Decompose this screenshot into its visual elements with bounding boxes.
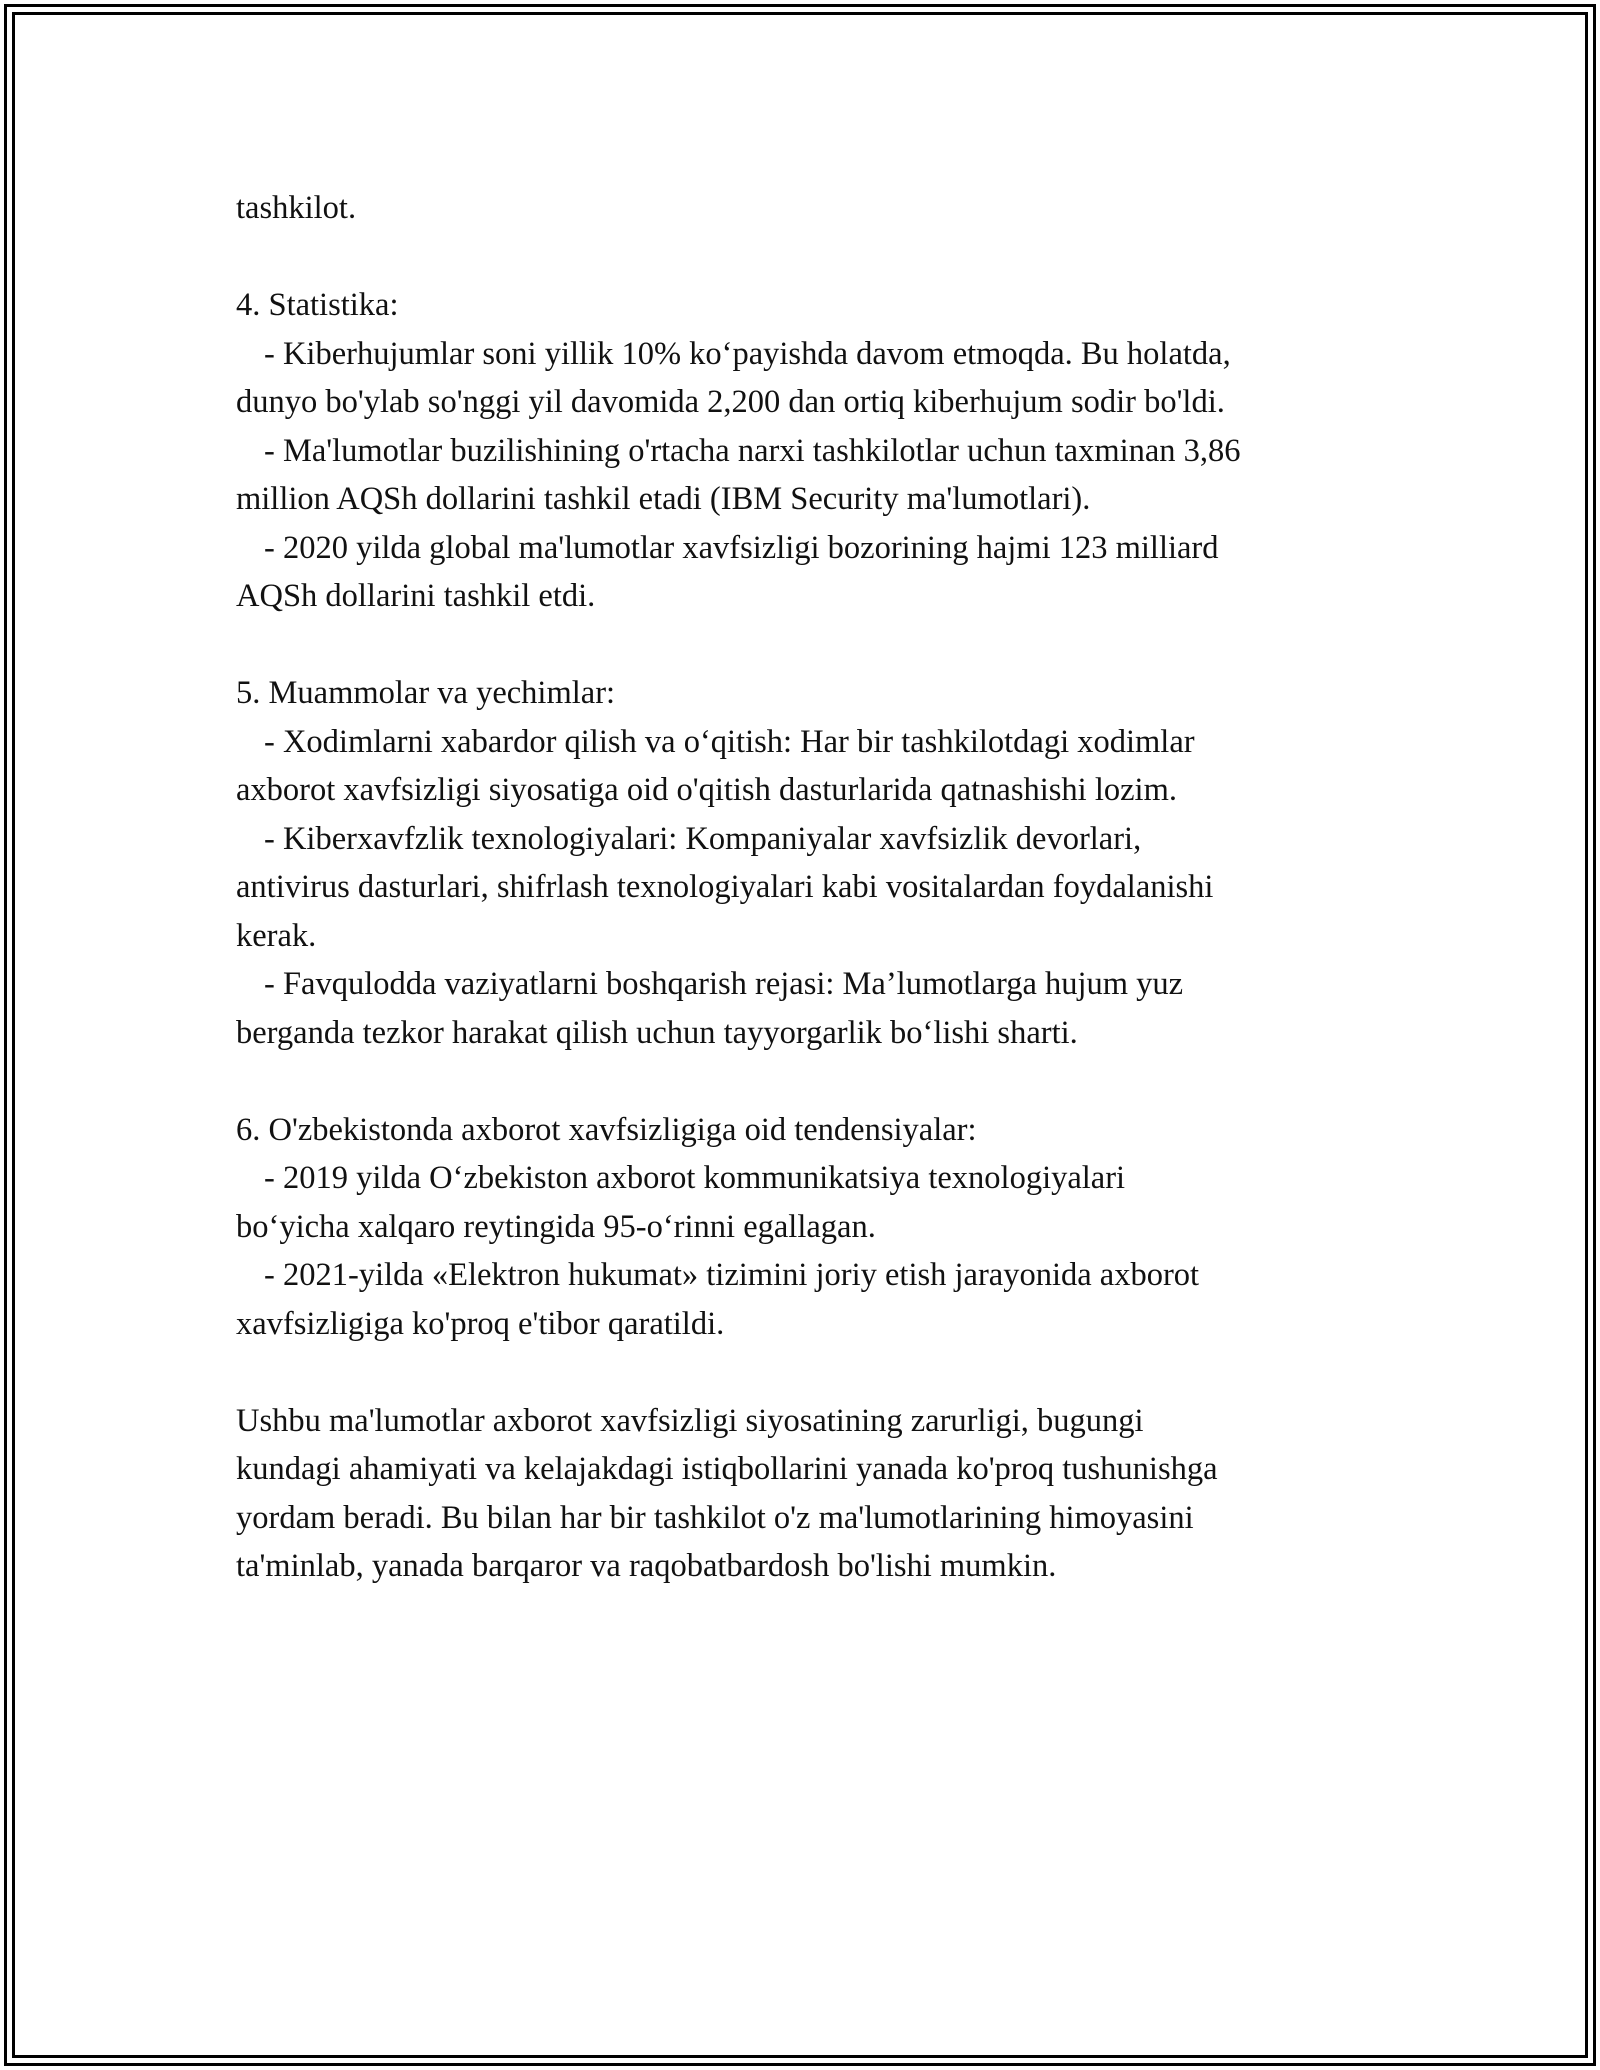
text-line: dunyo bo'ylab so'nggi yil davomida 2,200 dan ortiq kiberhujum sodir bo'ldi. — [236, 384, 1225, 420]
text-line: xavfsizligiga ko'proq e'tibor qaratildi. — [236, 1305, 725, 1342]
text-line: antivirus dasturlari, shifrlash texnologiyalari kabi vositalardan foydalanishi — [236, 869, 1214, 905]
section-heading: 6. O'zbekistonda axborot xavfsizligiga oid tendensiyalar: — [236, 1111, 977, 1148]
text-line: million AQSh dollarini tashkil etadi (IBM Security ma'lumotlari). — [236, 481, 1091, 517]
blank-line — [236, 233, 1416, 282]
text-line: bo‘yicha xalqaro reytingida 95-o‘rinni egallagan. — [236, 1208, 876, 1245]
blank-line — [236, 621, 1416, 670]
text-line: tashkilot. — [236, 190, 357, 226]
conclusion-line: Ushbu ma'lumotlar axborot xavfsizligi siyosatining zarurligi, bugungi — [236, 1402, 1144, 1439]
blank-line — [236, 1057, 1416, 1106]
list-item-line: - 2021-yilda «Elektron hukumat» tizimini joriy etish jarayonida axborot — [264, 1257, 1200, 1293]
list-item-line: - Ma'lumotlar buzilishining o'rtacha narxi tashkilotlar uchun taxminan 3,86 — [264, 432, 1241, 469]
section-heading: 4. Statistika: — [236, 287, 399, 323]
conclusion-line: kundagi ahamiyati va kelajakdagi istiqbollarini yanada ko'proq tushunishga — [236, 1451, 1218, 1487]
conclusion-line: yordam beradi. Bu bilan har bir tashkilot o'z ma'lumotlarining himoyasini — [236, 1499, 1194, 1536]
list-item-line: - 2020 yilda global ma'lumotlar xavfsizligi bozorining hajmi 123 milliard — [264, 529, 1219, 566]
conclusion-line: ta'minlab, yanada barqaror va raqobatbardosh bo'lishi mumkin. — [236, 1548, 1057, 1584]
list-item-line: - Xodimlarni xabardor qilish va o‘qitish: Har bir tashkilotdagi xodimlar — [264, 723, 1195, 760]
text-line: AQSh dollarini tashkil etdi. — [236, 578, 596, 614]
list-item-line: - 2019 yilda O‘zbekiston axborot kommunikatsiya texnologiyalari — [264, 1160, 1126, 1196]
blank-line — [236, 1348, 1416, 1397]
list-item-line: - Kiberxavfzlik texnologiyalari: Kompaniyalar xavfsizlik devorlari, — [264, 820, 1142, 857]
text-line: axborot xavfsizligi siyosatiga oid o'qitish dasturlarida qatnashishi lozim. — [236, 772, 1177, 808]
list-item-line: - Favqulodda vaziyatlarni boshqarish rejasi: Ma’lumotlarga hujum yuz — [264, 966, 1184, 1002]
list-item-line: - Kiberhujumlar soni yillik 10% ko‘payishda davom etmoqda. Bu holatda, — [264, 335, 1231, 372]
text-line: berganda tezkor harakat qilish uchun tayyorgarlik bo‘lishi sharti. — [236, 1014, 1078, 1051]
section-heading: 5. Muammolar va yechimlar: — [236, 675, 616, 711]
document-body — [236, 184, 1416, 1591]
text-line: kerak. — [236, 917, 317, 954]
